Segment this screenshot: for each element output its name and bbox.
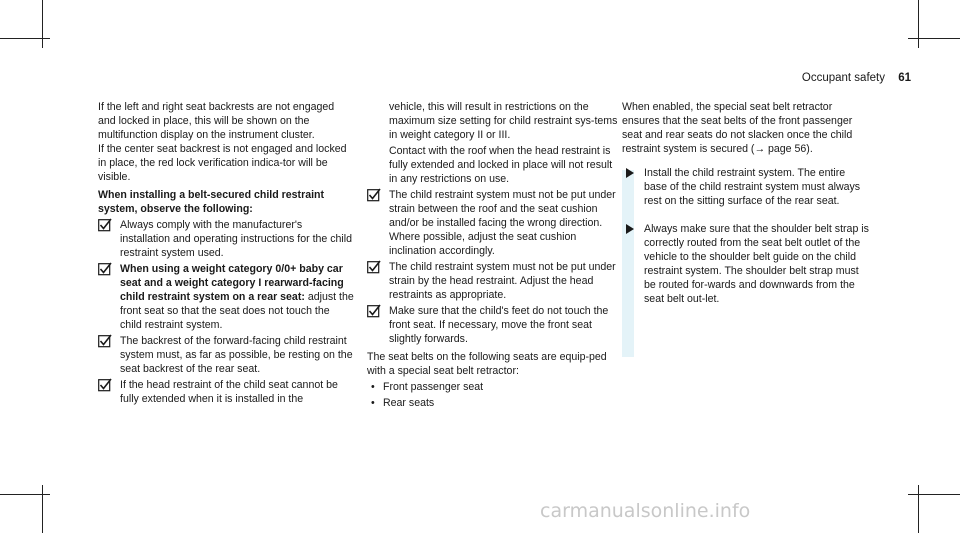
paragraph: If the left and right seat backrests are not engaged and locked in place, this will be shown on the multifunction display on the instrument cluster. [98, 101, 335, 141]
paragraph: The seat belts on the following seats are equip-ped with a special seat belt retractor: [367, 351, 607, 377]
paragraph: Contact with the roof when the head restraint is fully extended and locked in place will not result in any restrictions on use. [389, 145, 613, 185]
column-1 [98, 100, 354, 406]
list-item-text: Rear seats [383, 397, 435, 409]
paragraph: If the center seat backrest is not engaged and locked in place, the red lock verification indica-tor will be visible. [98, 143, 347, 183]
arrow-icon [626, 168, 634, 178]
checkbox-icon [98, 378, 112, 392]
checklist-item [367, 260, 619, 302]
column-2 [367, 100, 619, 410]
checkbox-icon [98, 262, 112, 276]
checklist-text: The backrest of the forward-facing child restraint system must, as far as possible, be resting on the seat backrest of the rear seat. [120, 335, 353, 375]
instruction-text: Always make sure that the shoulder belt strap is correctly routed from the seat belt outlet of the vehicle to the shoulder belt guide on the child restraint system. The shoulder belt strap must be routed for-wards and downwards from the seat belt out-let. [644, 223, 869, 305]
section-title: Occupant safety [801, 72, 885, 84]
checklist-item [367, 304, 619, 346]
checkbox-icon [98, 334, 112, 348]
checklist-text: adjust the front seat so that the seat does not touch the child restraint system. [120, 291, 354, 331]
crop-mark [42, 0, 43, 48]
checkbox-icon [367, 188, 381, 202]
section-heading: When installing a belt-secured child restraint system, observe the following: [98, 189, 325, 215]
arrow-icon [626, 224, 634, 234]
checkbox-icon [367, 260, 381, 274]
instruction-step [622, 166, 870, 208]
checklist-item [98, 334, 354, 376]
list-item [367, 396, 619, 410]
crop-mark [918, 485, 919, 533]
checklist-bold-text: When using a weight category 0/0+ baby car seat and a weight category I rearward-facing child restraint system on a rear seat: [120, 263, 344, 303]
crop-mark [0, 494, 50, 495]
crop-mark [0, 38, 50, 39]
bullet-icon: • [371, 397, 375, 409]
column-3 [622, 100, 870, 306]
paragraph: When enabled, the special seat belt retractor ensures that the seat belts of the front passenger seat and rear seats do not slacken once the child restraint system is secured (→ page 56). [622, 101, 853, 155]
paragraph: vehicle, this will result in restrictions on the maximum size setting for child restraint sys-tems in weight category II or III. [389, 101, 618, 141]
checkbox-icon [98, 218, 112, 232]
watermark: carmanualsonline.info [540, 500, 751, 522]
crop-mark [908, 494, 960, 495]
crop-mark [918, 0, 919, 48]
checklist-text: The child restraint system must not be put under strain between the roof and the seat cushion and/or be installed facing the wrong direction. Where possible, adjust the seat cushion inclination accordingly. [389, 189, 616, 257]
checkbox-icon [367, 304, 381, 318]
checklist-item [98, 218, 354, 260]
checklist-text: If the head restraint of the child seat cannot be fully extended when it is installed in the [120, 379, 338, 405]
checklist-text: The child restraint system must not be put under strain by the head restraint. Adjust the head restraints as appropriate. [389, 261, 616, 301]
crop-mark [42, 485, 43, 533]
checklist-text: Always comply with the manufacturer's installation and operating instructions for the child restraint system used. [120, 219, 353, 259]
page-header [802, 72, 911, 84]
crop-mark [908, 38, 960, 39]
bullet-icon: • [371, 381, 375, 393]
checklist-item [98, 262, 354, 332]
page-number: 61 [898, 72, 911, 84]
instruction-step [622, 222, 870, 306]
checklist-item [98, 378, 354, 406]
list-item [367, 380, 619, 394]
list-item-text: Front passenger seat [383, 381, 484, 393]
checklist-text: Make sure that the child's feet do not touch the front seat. If necessary, move the front seat slightly forwards. [389, 305, 609, 345]
checklist-item [367, 188, 619, 258]
instruction-text: Install the child restraint system. The entire base of the child restraint system must always rest on the sitting surface of the rear seat. [644, 167, 861, 207]
